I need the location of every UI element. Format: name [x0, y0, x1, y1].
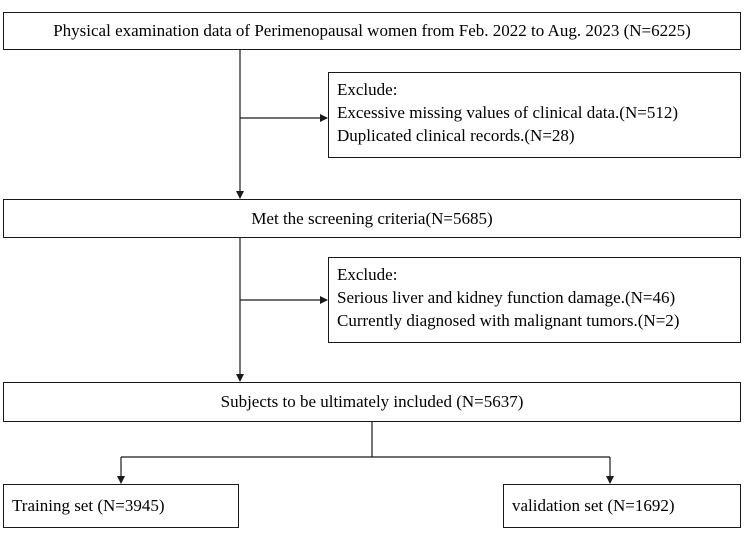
exclude-2-item-liver-kidney: Serious liver and kidney function damage.(N=46) — [337, 288, 676, 307]
screening-label: Met the screening criteria(N=5685) — [251, 208, 493, 228]
source-data-label: Physical examination data of Perimenopausal women from Feb. 2022 to Aug. 2023 (N=6225) — [53, 21, 691, 40]
included-label: Subjects to be ultimately included (N=5637) — [220, 392, 524, 411]
screening-box — [3, 199, 741, 238]
validation-set-label: validation set (N=1692) — [512, 496, 675, 515]
included-box — [3, 382, 741, 422]
exclude-box-2 — [328, 257, 741, 343]
source-data-box — [3, 12, 741, 50]
exclude-1-item-missing-values: Excessive missing values of clinical data.(N=512) — [337, 103, 678, 122]
training-set-box — [3, 484, 239, 528]
training-set-label: Training set (N=3945) — [12, 496, 165, 515]
validation-set-box — [503, 484, 741, 528]
exclude-2-title: Exclude: — [337, 265, 398, 284]
exclude-2-item-malignant-tumors: Currently diagnosed with malignant tumors.(N=2) — [337, 311, 680, 330]
exclude-1-title: Exclude: — [337, 80, 398, 99]
exclude-1-item-duplicated-records: Duplicated clinical records.(N=28) — [337, 126, 575, 145]
exclude-box-1 — [328, 72, 741, 158]
